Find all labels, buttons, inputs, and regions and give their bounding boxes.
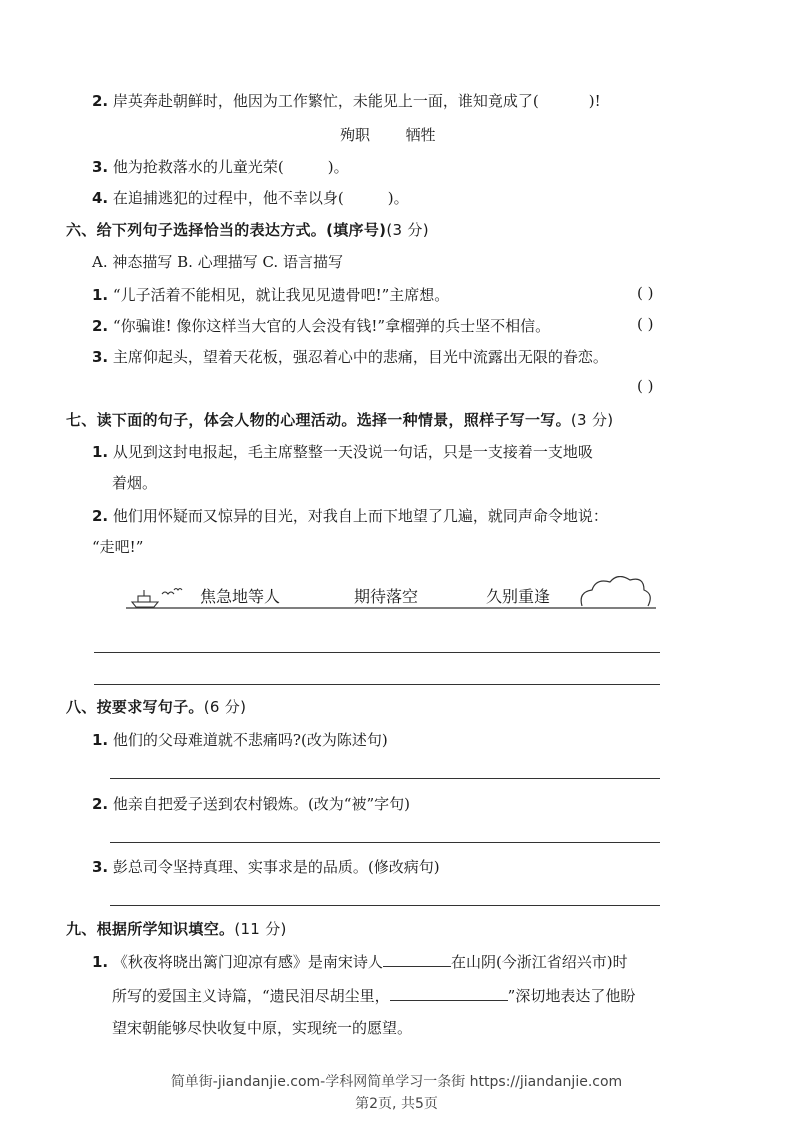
question-text: 他亲自把爱子送到农村锻炼。 [112, 795, 308, 813]
section-8-item-3 [92, 856, 440, 877]
answer-parens: ( ) [637, 377, 654, 395]
section-7-item-2-cont: “走吧!” [92, 538, 144, 556]
section-9-item-1-line2 [112, 985, 635, 1006]
section-6-item-1 [92, 284, 449, 305]
question-number: 2. [92, 92, 109, 110]
section-8-item-1 [92, 729, 388, 750]
requirement: (改为陈述句) [300, 731, 388, 749]
section-title-text: 七、读下面的句子，体会人物的心理活动。选择一种情景，照样子写一写。 [66, 411, 571, 429]
section-7-item-2 [92, 505, 608, 526]
question-number: 2. [92, 317, 109, 335]
section-title-text: 九、根据所学知识填空。 [66, 920, 235, 938]
question-text: “你骗谁! 像你这样当大官的人会没有钱!”拿榴弹的兵士坚不相信。 [112, 317, 551, 335]
question-number: 4. [92, 189, 109, 207]
question-text: 他们的父母难道就不悲痛吗? [112, 731, 301, 749]
section-score: (11 分) [234, 920, 287, 938]
question-text: 岸英奔赴朝鲜时，他因为工作繁忙，未能见上一面，谁知竟成了( [112, 92, 539, 110]
question-number: 3. [92, 858, 109, 876]
option-word: 殉职 [340, 126, 371, 144]
answer-line[interactable] [94, 652, 660, 653]
section-8-item-2 [92, 793, 410, 814]
footer-site: 简单街-jiandanjie.com-学科网简单学习一条街 https://jiandanjie.com [170, 1074, 623, 1090]
section-9-item-1 [92, 951, 628, 972]
scene-option-3: 久别重逢 [486, 587, 551, 606]
section-9-item-1-line3: 望宋朝能够尽快收复中原，实现统一的愿望。 [112, 1019, 413, 1037]
requirement: (修改病句) [367, 858, 440, 876]
question-end: )! [588, 92, 601, 110]
question-text: 他们用怀疑而又惊异的目光，对我自上而下地望了几遍，就同声命令地说： [112, 507, 608, 525]
section-6-item-3 [92, 346, 608, 367]
scene-option-2: 期待落空 [354, 587, 419, 606]
section-6-title [66, 219, 429, 240]
answer-line[interactable] [110, 905, 660, 906]
question-5-2 [92, 90, 601, 111]
section-7-title [66, 409, 613, 430]
question-5-4 [92, 187, 409, 208]
question-number: 2. [92, 507, 109, 525]
fill-blank[interactable] [390, 986, 508, 1001]
word-options [340, 124, 436, 145]
section-6-choices: A. 神态描写 B. 心理描写 C. 语言描写 [92, 253, 343, 271]
question-text: 所写的爱国主义诗篇，“遗民泪尽胡尘里， [112, 987, 390, 1005]
section-6-item-2 [92, 315, 550, 336]
option-word: 牺牲 [405, 126, 436, 144]
question-number: 1. [92, 731, 109, 749]
answer-parens: ( ) [637, 284, 654, 302]
question-text: 在山阴(今浙江省绍兴市)时 [450, 953, 628, 971]
question-text: “儿子活着不能相见，就让我见见遗骨吧!”主席想。 [112, 286, 450, 304]
question-text: 《秋夜将晓出篱门迎凉有感》是南宋诗人 [112, 953, 383, 971]
section-score: (3 分) [570, 411, 614, 429]
section-7-item-1-cont: 着烟。 [112, 474, 158, 492]
question-number: 1. [92, 953, 109, 971]
question-number: 1. [92, 286, 109, 304]
requirement: (改为“被”字句) [307, 795, 410, 813]
question-end: )。 [327, 158, 349, 176]
scene-option-1: 焦急地等人 [200, 587, 281, 606]
question-number: 1. [92, 443, 109, 461]
question-text: 彭总司令坚持真理、实事求是的品质。 [112, 858, 368, 876]
section-score: (3 分) [386, 221, 429, 239]
question-5-3 [92, 156, 349, 177]
boat-icon [132, 589, 182, 608]
fill-blank[interactable] [383, 952, 451, 967]
question-text: 在追捕逃犯的过程中，他不幸以身( [112, 189, 344, 207]
question-number: 2. [92, 795, 109, 813]
footer-page-number: 第2页, 共5页 [355, 1096, 438, 1112]
section-9-title [66, 918, 287, 939]
answer-parens: ( ) [637, 315, 654, 333]
section-7-item-1 [92, 441, 593, 462]
question-text: 主席仰起头，望着天花板，强忍着心中的悲痛，目光中流露出无限的眷恋。 [112, 348, 608, 366]
answer-line[interactable] [110, 842, 660, 843]
answer-line[interactable] [110, 778, 660, 779]
cloud-icon [581, 576, 650, 606]
question-number: 3. [92, 158, 109, 176]
question-number: 3. [92, 348, 109, 366]
question-end: )。 [387, 189, 409, 207]
question-text: 从见到这封电报起，毛主席整整一天没说一句话，只是一支接着一支地吸 [112, 443, 593, 461]
section-title-text: 六、给下列句子选择恰当的表达方式。(填序号) [66, 221, 387, 239]
section-8-title [66, 696, 246, 717]
section-title-text: 八、按要求写句子。 [66, 698, 204, 716]
question-text: 他为抢救落水的儿童光荣( [112, 158, 284, 176]
question-text: ”深切地表达了他盼 [507, 987, 636, 1005]
section-score: (6 分) [203, 698, 247, 716]
answer-line[interactable] [94, 684, 660, 685]
